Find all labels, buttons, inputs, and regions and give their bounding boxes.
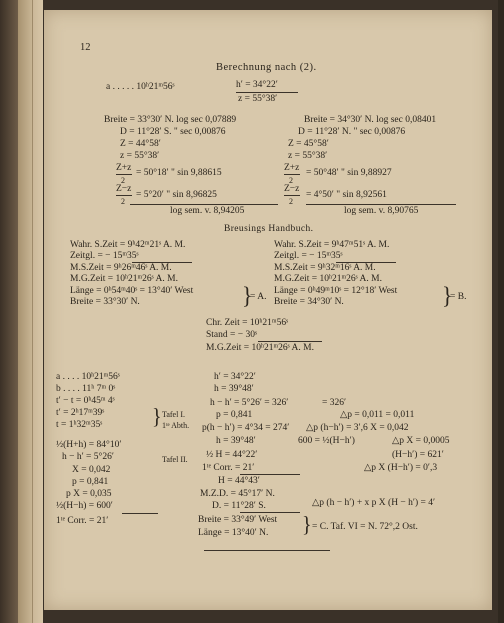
brace: } — [442, 281, 453, 310]
breusing-heading: Breusings Handbuch. — [224, 224, 314, 234]
right-breite: Breite = 34°30′ N. log sec 0,08401 — [304, 115, 437, 125]
breusing-right-line: Wahr. S.Zeit = 9ʰ47ᵐ51ˢ A. M. — [274, 240, 390, 250]
right-border — [498, 0, 504, 623]
right-Z: Z = 45°58′ — [288, 139, 329, 149]
lower-col2-line: ½ H = 44°22′ — [206, 450, 258, 460]
brace: } — [302, 512, 312, 538]
book-page — [44, 10, 492, 610]
result-line: = C. Taf. VI = N. 72°,2 Ost. — [312, 522, 418, 532]
lower-col1-line: 1ᵗᵉ Corr. = 21′ — [56, 516, 109, 526]
brace-label-a: = A. — [250, 292, 267, 302]
rule — [240, 512, 300, 513]
fraction-denominator: 2 — [289, 176, 293, 185]
breusing-right-line: M.S.Zeit = 9ʰ32ᵐ16ˢ A. M. — [274, 263, 376, 273]
rule — [258, 341, 322, 342]
rule — [306, 204, 456, 205]
lower-col2-line: h − h′ = 5°26′ = 326′ — [210, 398, 289, 408]
left-sum-label: Z+z — [116, 163, 132, 173]
fraction-denominator: 2 — [121, 176, 125, 185]
calc-z: z = 55°38′ — [238, 94, 278, 104]
breusing-right-line: M.G.Zeit = 10ʰ21ᵐ26ˢ A. M. — [274, 274, 382, 284]
end-rule — [204, 550, 330, 551]
right-sum-label: Z+z — [284, 163, 300, 173]
lower-col2-line: 1ᵗᵉ Corr. = 21′ — [202, 463, 255, 473]
rule — [240, 474, 300, 475]
brace-label-b: = B. — [450, 292, 467, 302]
breusing-center-line: M.G.Zeit = 10ʰ21ᵐ26ˢ A. M. — [206, 343, 314, 353]
rule — [122, 513, 158, 514]
section-heading: Berechnung nach (2). — [216, 62, 317, 73]
lower-col3-line: △p X (H−h′) = 0′,3 — [364, 463, 438, 473]
lower-col1-line: t′ − t = 0ʰ45ᵐ 4ˢ — [56, 396, 115, 406]
breusing-left-line: Zeitgl. = − 15ᵐ35ˢ — [70, 251, 139, 261]
page-number: 12 — [80, 42, 91, 53]
lower-col1-line: ½(H+h) = 84°10′ — [56, 440, 122, 450]
lower-col3-line: △p = 0,011 = 0,011 — [340, 410, 415, 420]
breusing-left-line: Breite = 33°30′ N. — [70, 297, 140, 307]
breusing-left-line: Länge = 0ʰ54ᵐ40ˢ = 13°40′ West — [70, 286, 194, 296]
left-breite: Breite = 33°30′ N. log sec 0,07889 — [104, 115, 237, 125]
lower-col2-line: h = 39°48′ — [214, 384, 254, 394]
left-D: D = 11°28′ S. " sec 0,00876 — [120, 127, 226, 137]
lower-col2-line: h = 39°48′ — [216, 436, 256, 446]
tafel-1-sub-label: 1ᵗᵉ Abth. — [162, 421, 190, 430]
lower-col2-line: Länge = 13°40′ N. — [198, 528, 269, 538]
lower-col1-line: X = 0,042 — [72, 465, 111, 475]
rule — [236, 92, 298, 93]
breusing-right-line: Länge = 0ʰ49ᵐ10ˢ = 12°18′ West — [274, 286, 398, 296]
left-logsem: log sem. v. 8,94205 — [170, 206, 245, 216]
lower-col2-line: p(h − h′) = 4°34 = 274′ — [202, 423, 290, 433]
right-logsem: log sem. v. 8,90765 — [344, 206, 419, 216]
lower-col1-line: t′ = 2ʰ17ᵐ39ˢ — [56, 408, 105, 418]
calc-h-prime: h′ = 34°22′ — [236, 80, 278, 90]
lower-col1-line: a . . . . 10ʰ21ᵐ56ˢ — [56, 372, 120, 382]
breusing-right-line: Breite = 34°30′ N. — [274, 297, 344, 307]
lower-col3-line: △p (h − h′) + x p X (H − h′) = 4′ — [312, 498, 436, 508]
breusing-right-line: Zeitgl. = − 15ᵐ35ˢ — [274, 251, 343, 261]
left-diff-value: = 5°20′ " sin 8,96825 — [136, 190, 217, 200]
breusing-left-line: M.S.Zeit = 9ʰ26ᵐ46ˢ A. M. — [70, 263, 172, 273]
tafel-2-label: Tafel II. — [162, 455, 188, 464]
lower-col1-line: h − h′ = 5°26′ — [62, 452, 114, 462]
right-z: z = 55°38′ — [288, 151, 328, 161]
lower-col3-line: △p (h−h′) = 3′,6 X = 0,042 — [306, 423, 409, 433]
lower-col1-line: p = 0,841 — [72, 477, 109, 487]
left-diff-label: Z−z — [116, 184, 132, 194]
lower-col2-line: M.Z.D. = 45°17′ N. — [200, 489, 275, 499]
right-diff-value: = 4°50′ " sin 8,92561 — [306, 190, 387, 200]
lower-col2-line: H = 44°43′ — [218, 476, 260, 486]
left-sum-value: = 50°18′ " sin 9,88615 — [136, 168, 222, 178]
breusing-left-line: M.G.Zeit = 10ʰ21ᵐ26ˢ A. M. — [70, 274, 178, 284]
lower-col3-line: △p X = 0,0005 — [392, 436, 450, 446]
lower-col3-line: 600 = ½(H−h′) — [298, 436, 355, 446]
page-stack-edge — [32, 0, 43, 623]
fraction-denominator: 2 — [121, 197, 125, 206]
page-stack-edge — [18, 0, 32, 623]
lower-col3-line: = 326′ — [322, 398, 347, 408]
breusing-center-line: Chr. Zeit = 10ʰ21ᵐ56ˢ — [206, 318, 289, 328]
brace: } — [152, 404, 162, 430]
right-D: D = 11°28′ N. " sec 0,00876 — [298, 127, 406, 137]
breusing-center-line: Stand = − 30ˢ — [206, 330, 257, 340]
tafel-1-label: Tafel I. — [162, 410, 185, 419]
lower-col2-line: h′ = 34°22′ — [214, 372, 256, 382]
lower-col1-line: b . . . . 11ʰ 7ᵐ 0ˢ — [56, 384, 116, 394]
right-diff-label: Z−z — [284, 184, 300, 194]
left-z: z = 55°38′ — [120, 151, 160, 161]
lower-col3-line: (H−h′) = 621′ — [392, 450, 444, 460]
lower-col1-line: p X = 0,035 — [66, 489, 112, 499]
left-Z: Z = 44°58′ — [120, 139, 161, 149]
lower-col2-line: p = 0,841 — [216, 410, 253, 420]
breusing-left-line: Wahr. S.Zeit = 9ʰ42ᵐ21ˢ A. M. — [70, 240, 186, 250]
calc-a: a . . . . . 10ʰ21ᵐ56ˢ — [106, 82, 175, 92]
lower-col1-line: t = 1ʰ32ᵐ35ˢ — [56, 420, 103, 430]
brace: } — [242, 281, 253, 310]
fraction-denominator: 2 — [289, 197, 293, 206]
right-sum-value: = 50°48′ " sin 9,88927 — [306, 168, 392, 178]
rule — [130, 204, 278, 205]
binding-edge — [0, 0, 18, 623]
lower-col1-line: ½(H−h) = 600′ — [56, 501, 113, 511]
lower-col2-line: Breite = 33°49′ West — [198, 515, 278, 525]
lower-col2-line: D. = 11°28′ S. — [212, 501, 266, 511]
